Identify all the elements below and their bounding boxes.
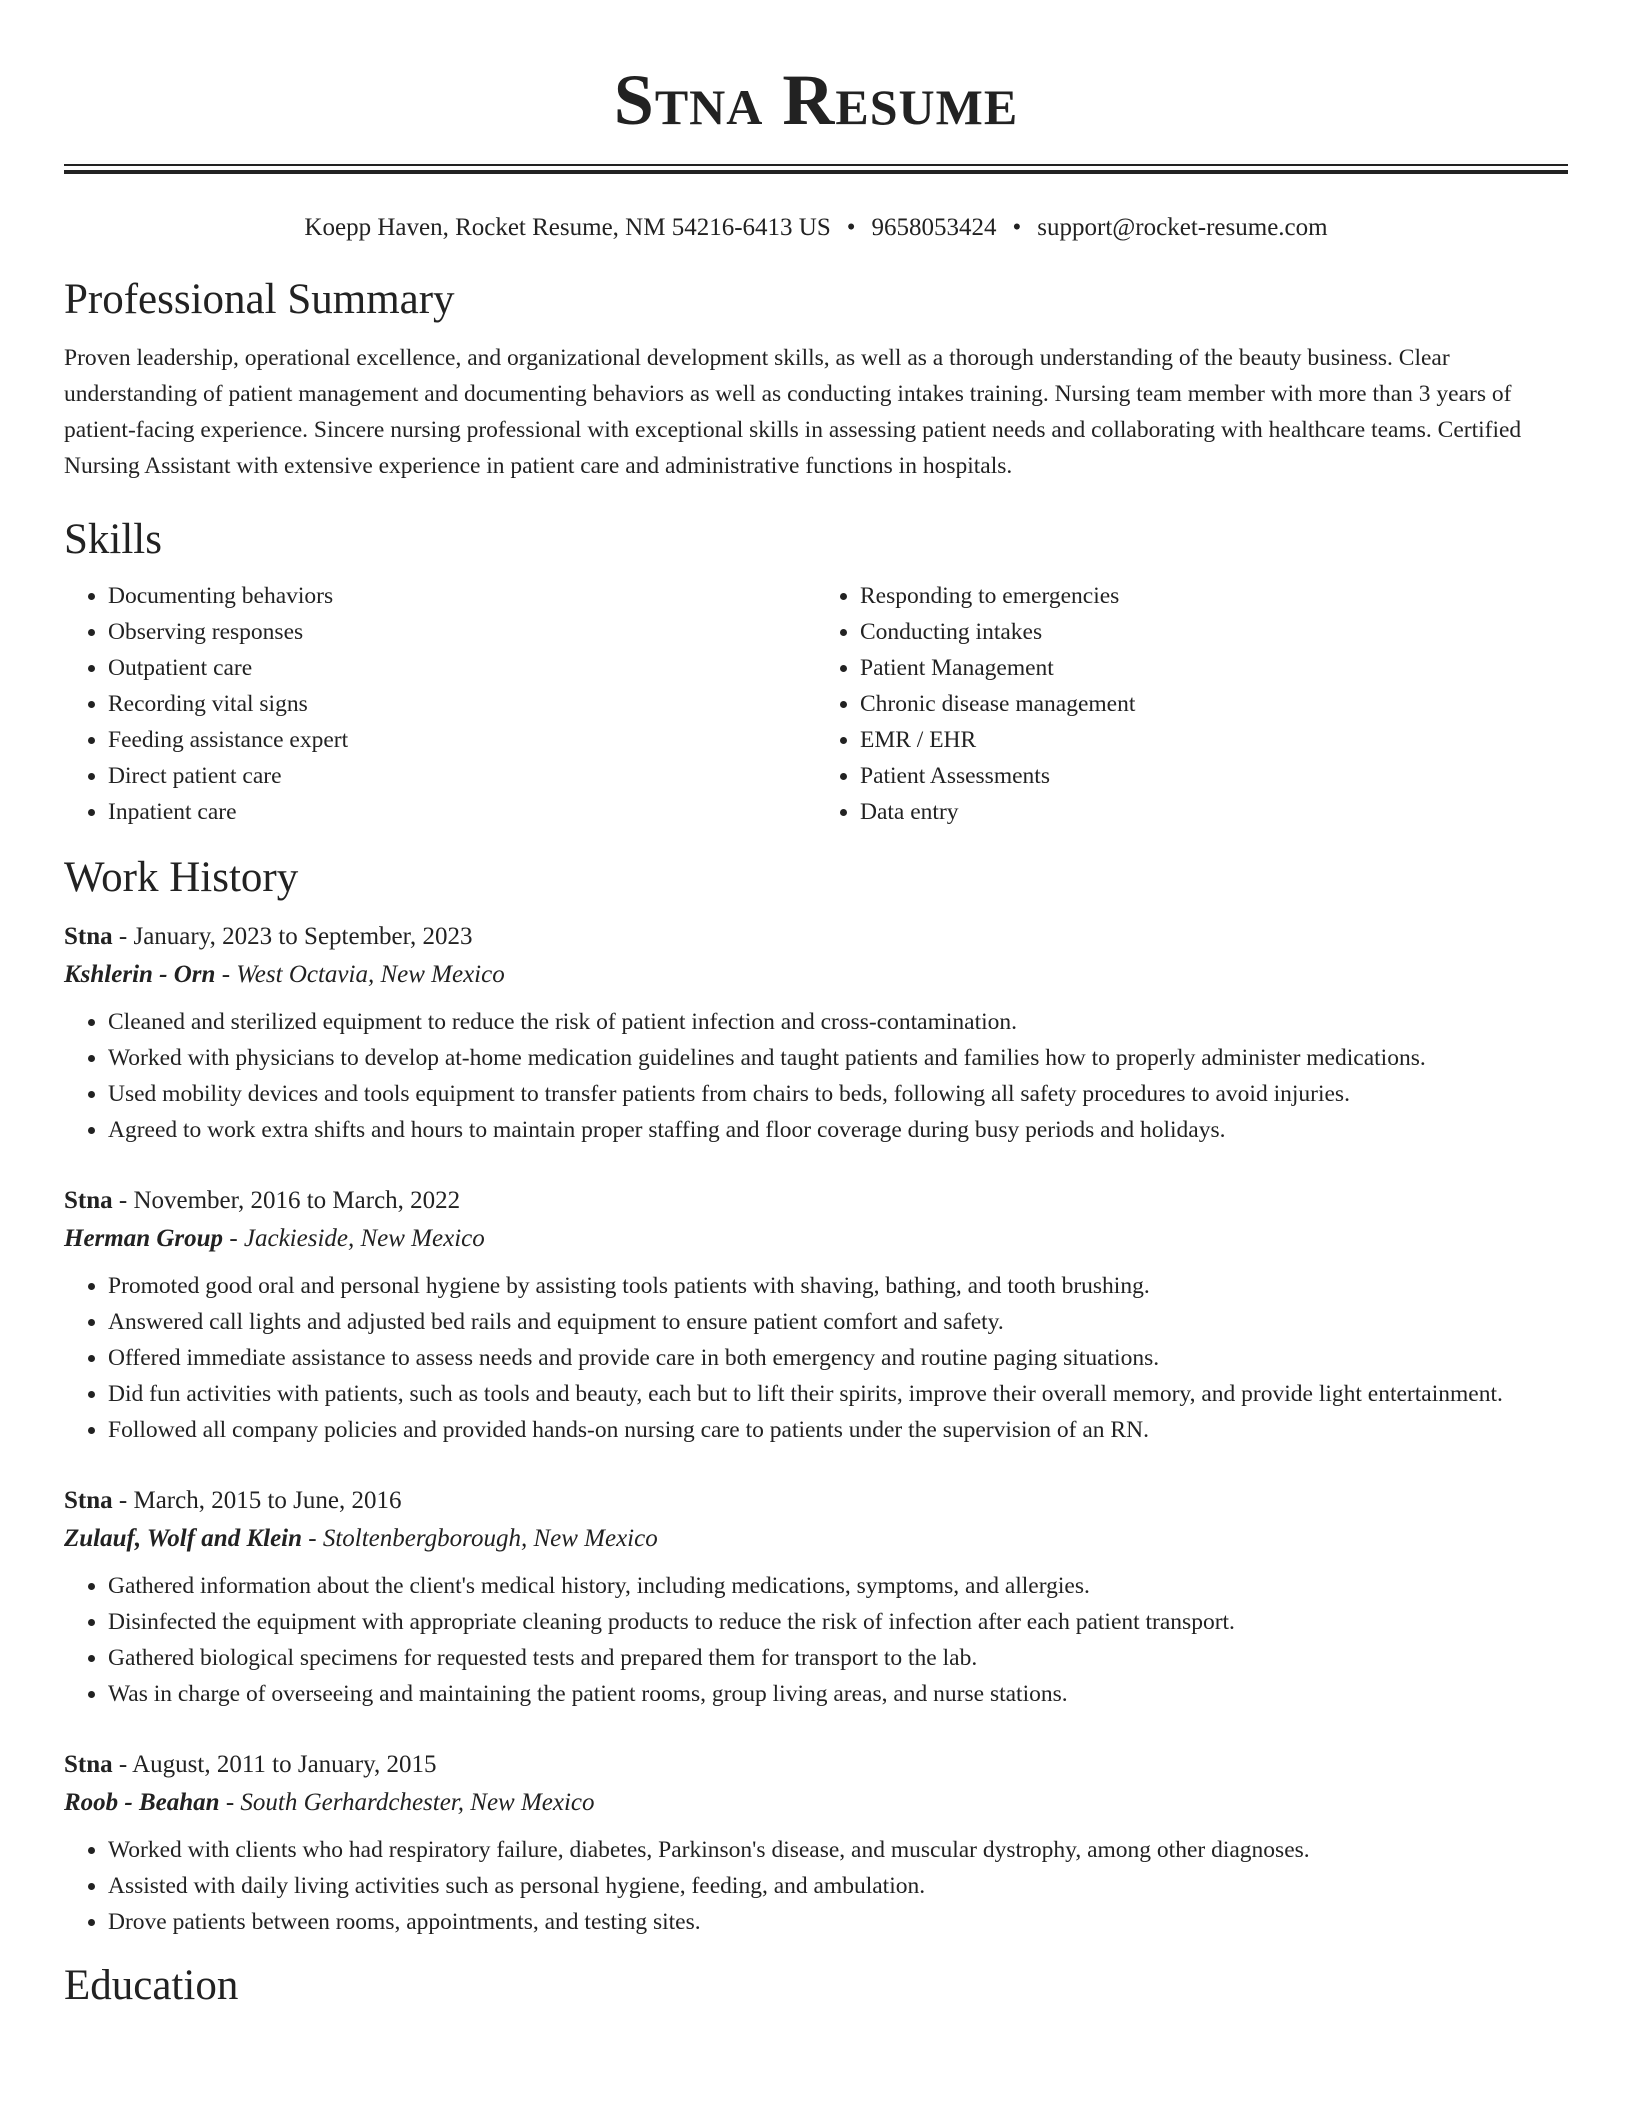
- section-heading-summary: Professional Summary: [64, 276, 455, 323]
- job-bullet: • Agreed to work extra shifts and hours to maintain proper staffing and floor coverage during busy periods and holidays.: [108, 1112, 1568, 1148]
- job-bullet: • Gathered biological specimens for requested tests and prepared them for transport to the lab.: [108, 1640, 1568, 1676]
- section-heading-work-history: Work History: [64, 854, 299, 901]
- job-bullets: [64, 1004, 1568, 1148]
- job-bullet: • Gathered information about the client's medical history, including medications, symptoms, and allergies.: [108, 1568, 1568, 1604]
- employer-line: [64, 1784, 1568, 1822]
- job-bullet: • Answered call lights and adjusted bed rails and equipment to ensure patient comfort and safety.: [108, 1304, 1568, 1340]
- job-dates: - January, 2023 to September, 2023: [112, 923, 473, 950]
- contact-separator: •: [846, 214, 856, 241]
- job-entry: [64, 1482, 1568, 1712]
- skill-item: • Inpatient care: [108, 794, 816, 830]
- job-title-line: [64, 1182, 1568, 1220]
- job-bullet: • Did fun activities with patients, such as tools and beauty, each but to lift their spirits, improve their overall memory, and provide light entertainment.: [108, 1376, 1568, 1412]
- job-title: Stna: [64, 1751, 113, 1778]
- skill-item: • Feeding assistance expert: [108, 722, 816, 758]
- contact-phone: 9658053424: [871, 214, 997, 241]
- skill-item: • Patient Assessments: [860, 758, 1568, 794]
- skills-list-left: [64, 578, 816, 830]
- skill-item: • Observing responses: [108, 614, 816, 650]
- skill-item: • EMR / EHR: [860, 722, 1568, 758]
- job-bullet: • Used mobility devices and tools equipment to transfer patients from chairs to beds, following all safety procedures to avoid injuries.: [108, 1076, 1568, 1112]
- job-title-line: [64, 918, 1568, 956]
- employer-name: Roob - Beahan: [64, 1789, 220, 1816]
- summary-text: Proven leadership, operational excellence, and organizational development skills, as well as a thorough understanding of the beauty business. Clear understanding of patient management and documenting behaviors as well as conducting intakes training. Nursing team member with more than 3 years of patient-facing experience. Sincere nursing professional with exceptional skills in assessing patient needs and collaborating with healthcare teams. Certified Nursing Assistant with extensive experience in patient care and administrative functions in hospitals.: [64, 345, 1522, 479]
- job-title: Stna: [64, 1187, 113, 1214]
- section-heading-education: Education: [64, 1962, 239, 2009]
- contact-email[interactable]: support@rocket-resume.com: [1037, 214, 1328, 241]
- skills-columns: [64, 578, 1568, 830]
- employer-line: [64, 956, 1568, 994]
- employer-name: Zulauf, Wolf and Klein: [64, 1525, 303, 1552]
- section-heading-skills: Skills: [64, 516, 162, 563]
- skill-item: • Patient Management: [860, 650, 1568, 686]
- skill-item: • Recording vital signs: [108, 686, 816, 722]
- resume-title: Stna Resume: [613, 60, 1019, 140]
- skill-item: • Documenting behaviors: [108, 578, 816, 614]
- skills-list-right: [816, 578, 1568, 830]
- contact-separator: •: [1012, 214, 1022, 241]
- job-bullet: • Followed all company policies and provided hands-on nursing care to patients under the supervision of an RN.: [108, 1412, 1568, 1448]
- employer-location: - West Octavia, New Mexico: [215, 961, 505, 988]
- job-bullets: [64, 1832, 1568, 1940]
- job-bullet: • Drove patients between rooms, appointments, and testing sites.: [108, 1904, 1568, 1940]
- job-dates: - August, 2011 to January, 2015: [112, 1751, 437, 1778]
- job-bullet: • Was in charge of overseeing and maintaining the patient rooms, group living areas, and nurse stations.: [108, 1676, 1568, 1712]
- job-title-line: [64, 1482, 1568, 1520]
- job-dates: - November, 2016 to March, 2022: [112, 1187, 461, 1214]
- job-bullet: • Promoted good oral and personal hygiene by assisting tools patients with shaving, bathing, and tooth brushing.: [108, 1268, 1568, 1304]
- job-entry: [64, 1182, 1568, 1448]
- skill-item: • Outpatient care: [108, 650, 816, 686]
- skill-item: • Direct patient care: [108, 758, 816, 794]
- job-title: Stna: [64, 1487, 113, 1514]
- skill-item: • Responding to emergencies: [860, 578, 1568, 614]
- job-bullets: [64, 1268, 1568, 1448]
- employer-line: [64, 1220, 1568, 1258]
- skill-item: • Conducting intakes: [860, 614, 1568, 650]
- title-divider: [64, 164, 1568, 174]
- job-bullet: • Disinfected the equipment with appropriate cleaning products to reduce the risk of infection after each patient transport.: [108, 1604, 1568, 1640]
- job-bullet: • Worked with physicians to develop at-home medication guidelines and taught patients and families how to properly administer medications.: [108, 1040, 1568, 1076]
- job-bullet: • Cleaned and sterilized equipment to reduce the risk of patient infection and cross-contamination.: [108, 1004, 1568, 1040]
- employer-name: Herman Group: [64, 1225, 224, 1252]
- skill-item: • Data entry: [860, 794, 1568, 830]
- employer-location: - Jackieside, New Mexico: [223, 1225, 485, 1252]
- contact-address: Koepp Haven, Rocket Resume, NM 54216-6413 US: [304, 214, 831, 241]
- employer-location: - Stoltenbergborough, New Mexico: [302, 1525, 658, 1552]
- job-bullets: [64, 1568, 1568, 1712]
- job-title: Stna: [64, 923, 113, 950]
- employer-location: - South Gerhardchester, New Mexico: [219, 1789, 595, 1816]
- employer-name: Kshlerin - Orn: [64, 961, 216, 988]
- job-entry: [64, 918, 1568, 1148]
- job-entry: [64, 1746, 1568, 1940]
- job-title-line: [64, 1746, 1568, 1784]
- job-dates: - March, 2015 to June, 2016: [112, 1487, 402, 1514]
- employer-line: [64, 1520, 1568, 1558]
- job-bullet: • Assisted with daily living activities such as personal hygiene, feeding, and ambulation.: [108, 1868, 1568, 1904]
- job-bullet: • Worked with clients who had respiratory failure, diabetes, Parkinson's disease, and muscular dystrophy, among other diagnoses.: [108, 1832, 1568, 1868]
- contact-line: [64, 212, 1568, 244]
- skill-item: • Chronic disease management: [860, 686, 1568, 722]
- job-bullet: • Offered immediate assistance to assess needs and provide care in both emergency and routine paging situations.: [108, 1340, 1568, 1376]
